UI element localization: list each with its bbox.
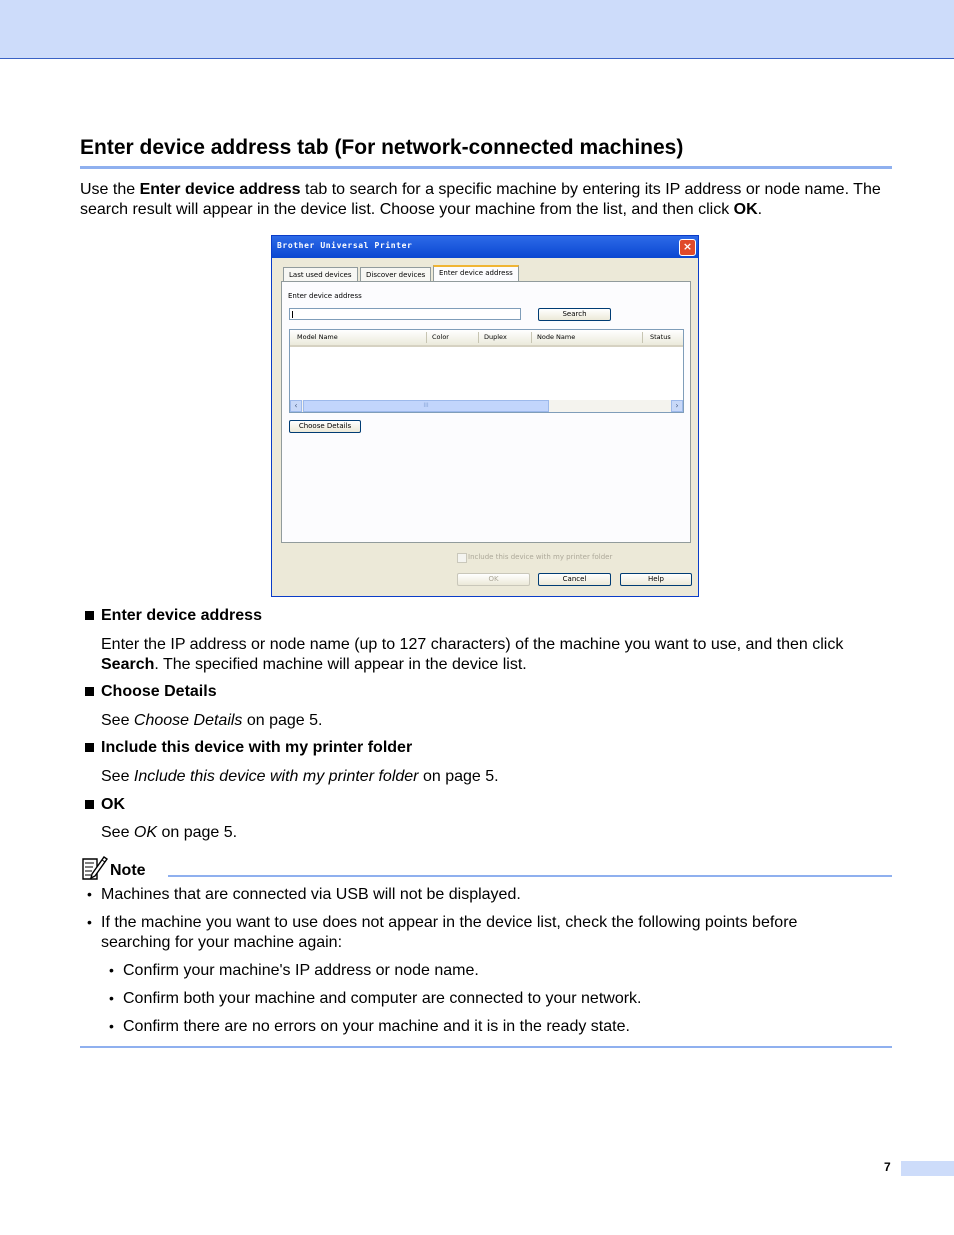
bullet-icon: • — [87, 914, 92, 930]
note-label: Note — [110, 862, 146, 879]
scroll-left-icon[interactable]: ‹ — [290, 400, 302, 412]
dialog-title: Brother Universal Printer — [277, 241, 413, 250]
section-heading: Enter device address tab (For network-connected machines) — [80, 136, 684, 159]
square-bullet-icon — [85, 800, 94, 809]
item-title-enter-device-address: Enter device address — [101, 607, 262, 624]
include-device-label: Include this device with my printer folder — [468, 553, 613, 561]
field-label: Enter device address — [288, 292, 362, 300]
column-separator — [426, 332, 427, 343]
intro-paragraph — [80, 180, 895, 220]
intro-bold-2: OK — [733, 201, 758, 218]
tab-discover-devices[interactable]: Discover devices — [360, 267, 431, 281]
ok-button[interactable]: OK — [457, 573, 530, 586]
scroll-thumb[interactable]: III — [303, 400, 549, 412]
page-ref: on page 5. — [157, 824, 238, 841]
choose-details-button[interactable]: Choose Details — [289, 420, 361, 433]
item-title-include-device: Include this device with my printer folder — [101, 739, 413, 756]
column-color[interactable]: Color — [432, 333, 449, 341]
column-node-name[interactable]: Node Name — [537, 333, 576, 341]
reference-link: Include this device with my printer folder — [133, 768, 419, 785]
intro-text-2: tab to search for a specific machine by entering its IP address or node name. The search result will appear in the device list. Choose your machine from the list, and then click — [80, 181, 881, 218]
tab-last-used-devices[interactable]: Last used devices — [283, 267, 358, 281]
page-tab — [901, 1161, 954, 1176]
brother-printer-dialog — [271, 235, 699, 597]
item-title-ok: OK — [101, 796, 125, 813]
page-number: 7 — [884, 1160, 891, 1174]
device-list[interactable] — [289, 329, 684, 413]
column-model-name[interactable]: Model Name — [297, 333, 338, 341]
text-caret — [292, 311, 293, 318]
item-desc-choose-details — [101, 711, 896, 731]
square-bullet-icon — [85, 611, 94, 620]
column-separator — [531, 332, 532, 343]
item-desc-include-device — [101, 767, 896, 787]
note-sub-network: Confirm both your machine and computer are connected to your network. — [123, 990, 642, 1007]
intro-text-1: Use the — [80, 181, 140, 198]
see-text: See — [101, 712, 134, 729]
item-desc-ok — [101, 823, 896, 843]
intro-bold-1: Enter device address — [139, 181, 301, 198]
square-bullet-icon — [85, 687, 94, 696]
search-button[interactable]: Search — [538, 308, 611, 321]
square-bullet-icon — [85, 743, 94, 752]
header-band — [0, 0, 954, 59]
intro-text-3: . — [757, 201, 763, 218]
note-sub-ip: Confirm your machine's IP address or node name. — [123, 962, 479, 979]
horizontal-scrollbar[interactable] — [290, 400, 683, 412]
item-desc-text: Enter the IP address or node name (up to 127 characters) of the machine you want to use, and then click — [101, 636, 844, 653]
reference-link: OK — [133, 824, 158, 841]
tab-panel — [281, 281, 691, 543]
dialog-title-bar — [272, 236, 698, 258]
note-bullet-usb: Machines that are connected via USB will not be displayed. — [101, 886, 521, 903]
tab-enter-device-address[interactable]: Enter device address — [433, 265, 519, 282]
page-ref: on page 5. — [418, 768, 499, 785]
column-status[interactable]: Status — [650, 333, 671, 341]
note-pencil-icon — [80, 854, 108, 882]
bullet-icon: • — [109, 990, 114, 1006]
see-text: See — [101, 824, 134, 841]
scroll-right-icon[interactable]: › — [671, 400, 683, 412]
heading-rule — [80, 166, 892, 169]
item-desc-enter-device-address — [101, 635, 896, 675]
item-desc-bold: Search — [101, 656, 155, 673]
close-icon[interactable]: × — [679, 239, 696, 256]
include-device-checkbox[interactable] — [457, 553, 467, 563]
help-button[interactable]: Help — [620, 573, 692, 586]
bullet-icon: • — [109, 1018, 114, 1034]
column-separator — [642, 332, 643, 343]
page-ref: on page 5. — [242, 712, 323, 729]
cancel-button[interactable]: Cancel — [538, 573, 611, 586]
reference-link: Choose Details — [133, 712, 243, 729]
bullet-icon: • — [109, 962, 114, 978]
note-sub-errors: Confirm there are no errors on your machine and it is in the ready state. — [123, 1018, 630, 1035]
item-desc-rest: . The specified machine will appear in the device list. — [154, 656, 527, 673]
device-address-input[interactable] — [289, 308, 521, 320]
note-bullet-not-found: If the machine you want to use does not appear in the device list, check the following points before searching for your machine again: — [101, 914, 798, 951]
note-rule — [168, 875, 892, 877]
column-separator — [478, 332, 479, 343]
item-title-choose-details: Choose Details — [101, 683, 217, 700]
column-duplex[interactable]: Duplex — [484, 333, 507, 341]
bullet-icon: • — [87, 886, 92, 902]
see-text: See — [101, 768, 134, 785]
device-list-header — [290, 330, 683, 347]
note-bottom-rule — [80, 1046, 892, 1048]
